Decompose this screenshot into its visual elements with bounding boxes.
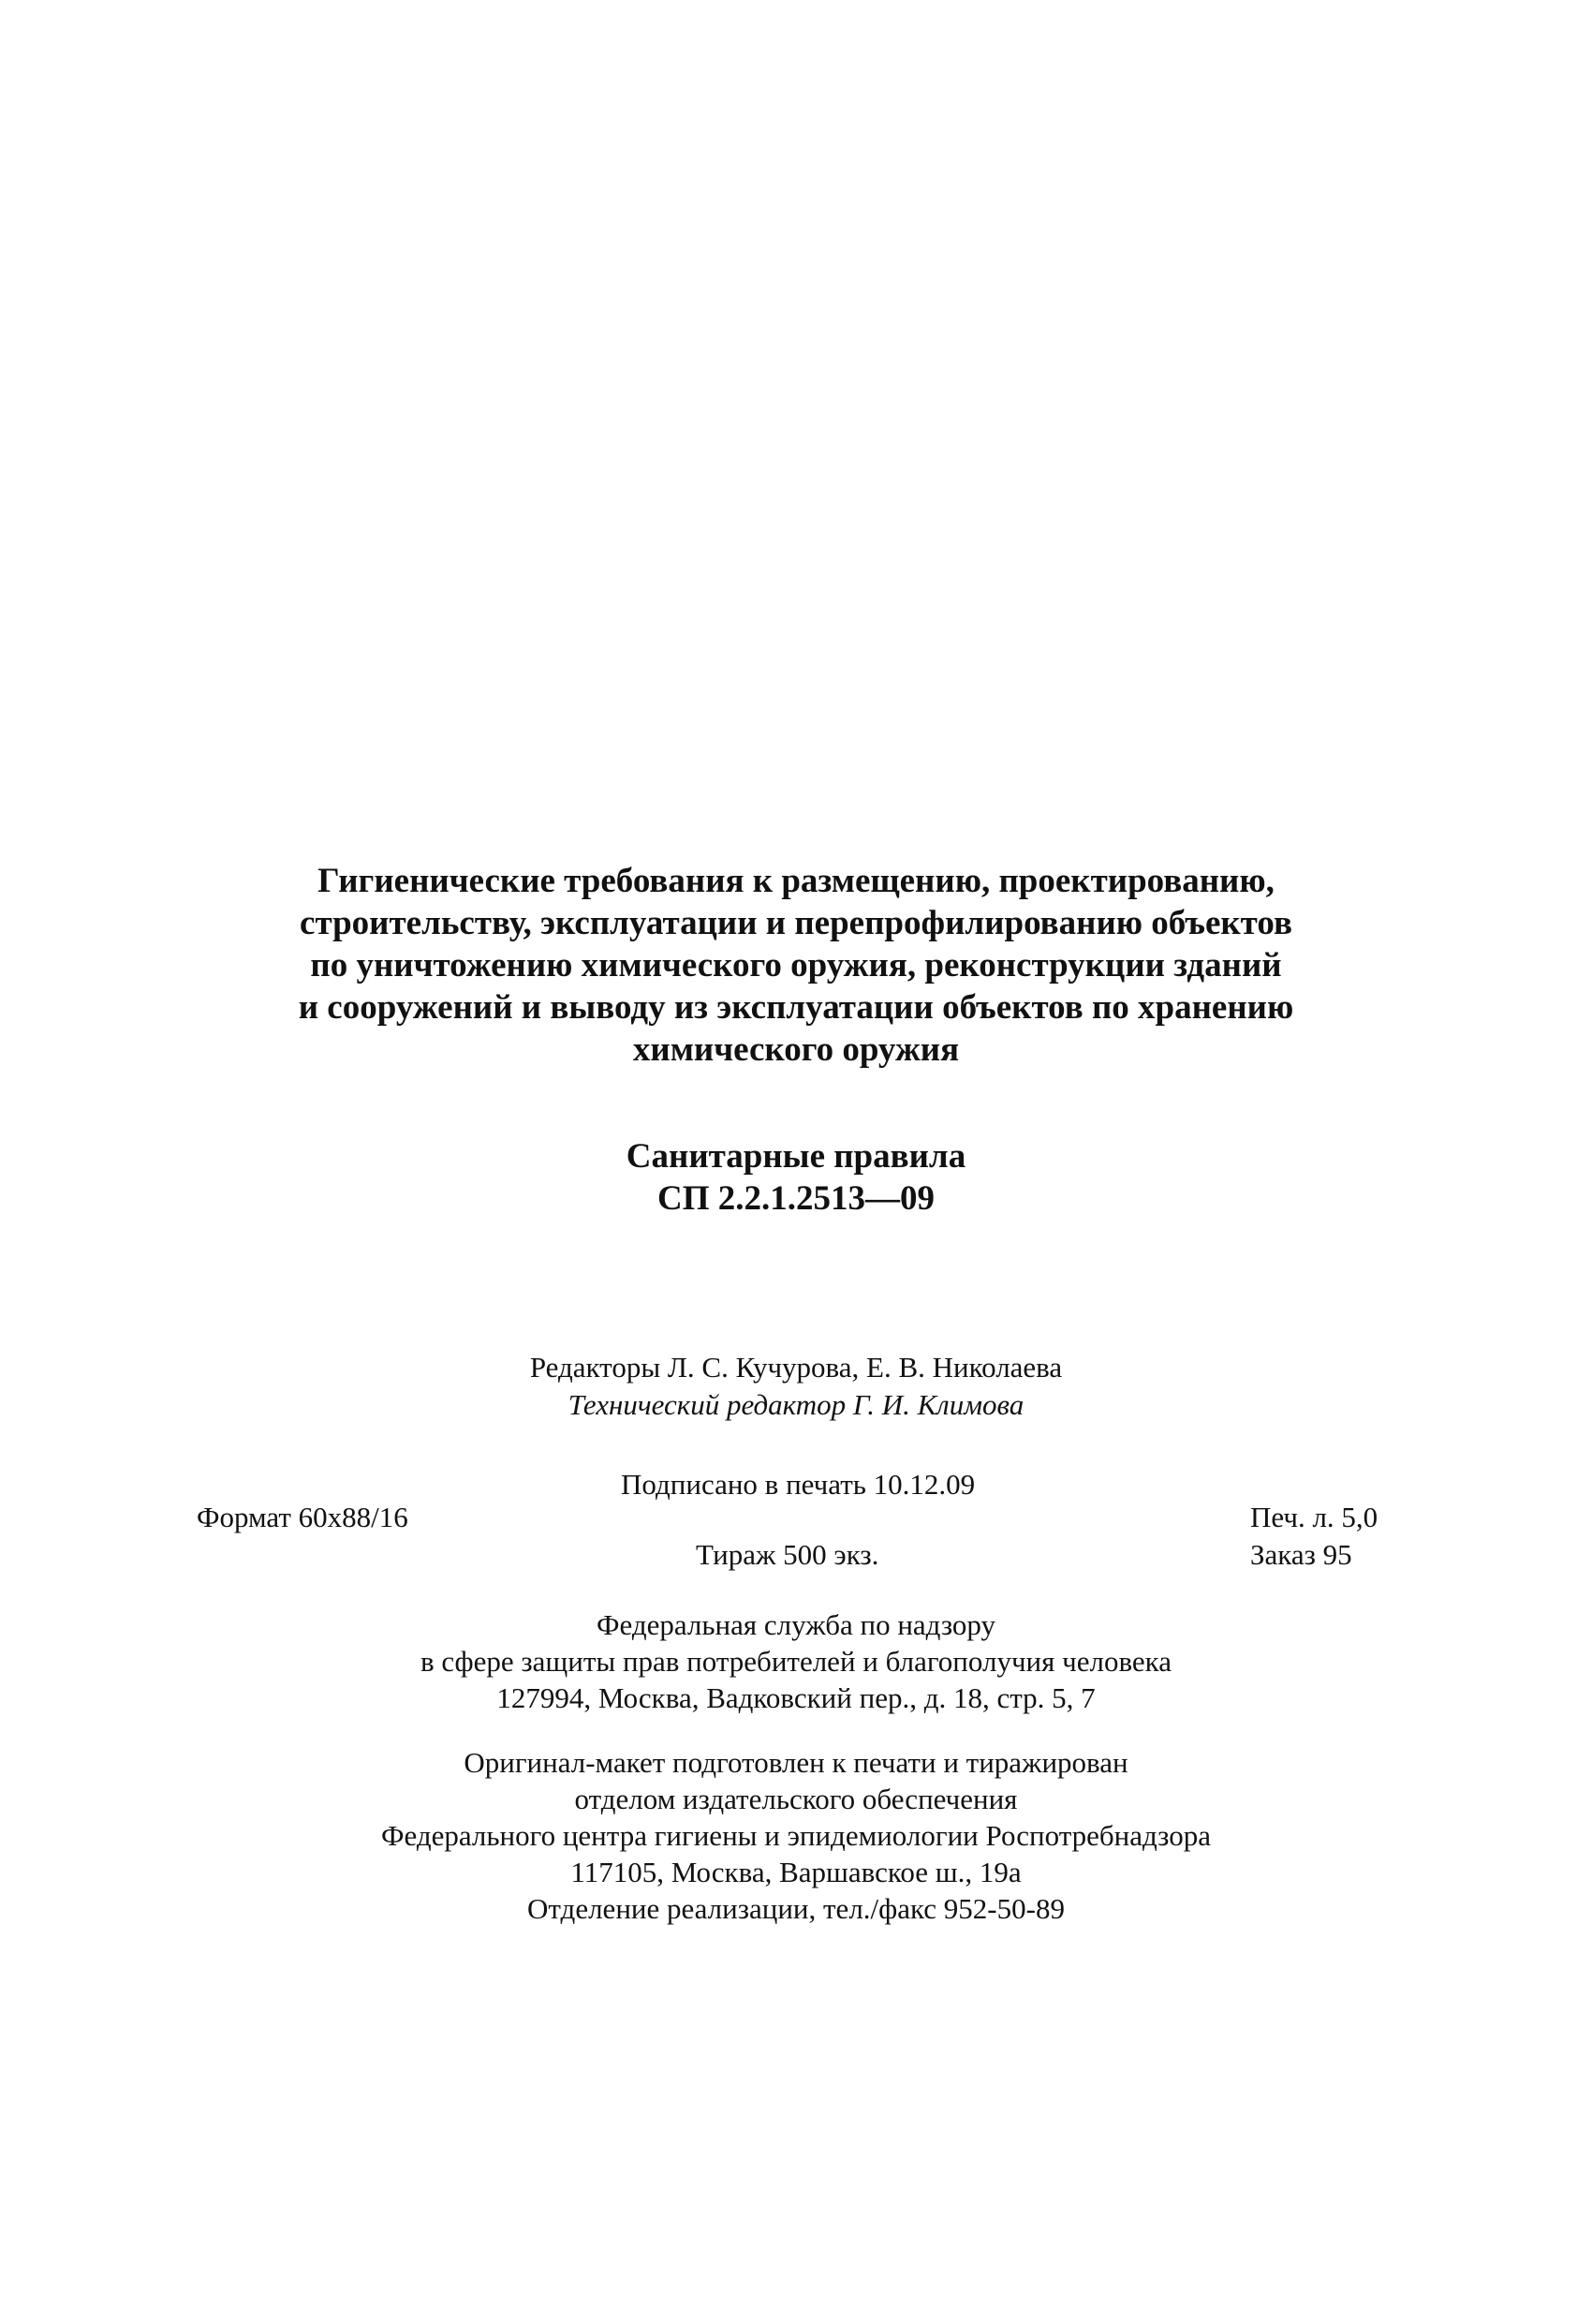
production-line: Федерального центра гигиены и эпидемиологии Роспотребнадзора (381, 1819, 1211, 1852)
editors-line: Редакторы Л. С. Кучурова, Е. В. Николаева (529, 1351, 1063, 1384)
rules-name: Санитарные правила (626, 1137, 966, 1176)
rules-code: СП 2.2.1.2513—09 (657, 1179, 935, 1218)
production-line: 117105, Москва, Варшавское ш., 19а (570, 1856, 1022, 1888)
production-block (140, 1744, 1452, 1927)
production-line: Оригинал-макет подготовлен к печати и тиражирован (464, 1746, 1128, 1779)
format-label: Формат 60x88/16 (197, 1501, 408, 1533)
document-title (140, 860, 1452, 1071)
circulation-label: Тираж 500 экз. (696, 1538, 879, 1571)
publisher-line: в сфере защиты прав потребителей и благополучия человека (420, 1645, 1172, 1678)
publisher-block (140, 1606, 1452, 1716)
publisher-line: Федеральная служба по надзору (597, 1608, 995, 1641)
publisher-line: 127994, Москва, Вадковский пер., д. 18, стр. 5, 7 (496, 1681, 1096, 1714)
title-line: Гигиенические требования к размещению, проектированию, (317, 862, 1275, 900)
title-line: и сооружений и выводу из эксплуатации объектов по хранению (298, 988, 1294, 1027)
editors-block (140, 1349, 1452, 1424)
signed-to-print: Подписано в печать 10.12.09 (621, 1468, 976, 1501)
title-line: химического оружия (632, 1030, 960, 1069)
tech-editor-line: Технический редактор Г. И. Климова (568, 1388, 1024, 1421)
production-line: Отделение реализации, тел./факс 952-50-89 (527, 1892, 1065, 1925)
production-line: отделом издательского обеспечения (574, 1783, 1018, 1815)
rules-heading (140, 1135, 1452, 1220)
title-line: по уничтожению химического оружия, реконструкции зданий (310, 946, 1282, 984)
print-sheets-label: Печ. л. 5,0 (1250, 1501, 1378, 1533)
title-line: строительству, эксплуатации и перепрофилированию объектов (300, 904, 1292, 942)
order-label: Заказ 95 (1250, 1538, 1352, 1571)
